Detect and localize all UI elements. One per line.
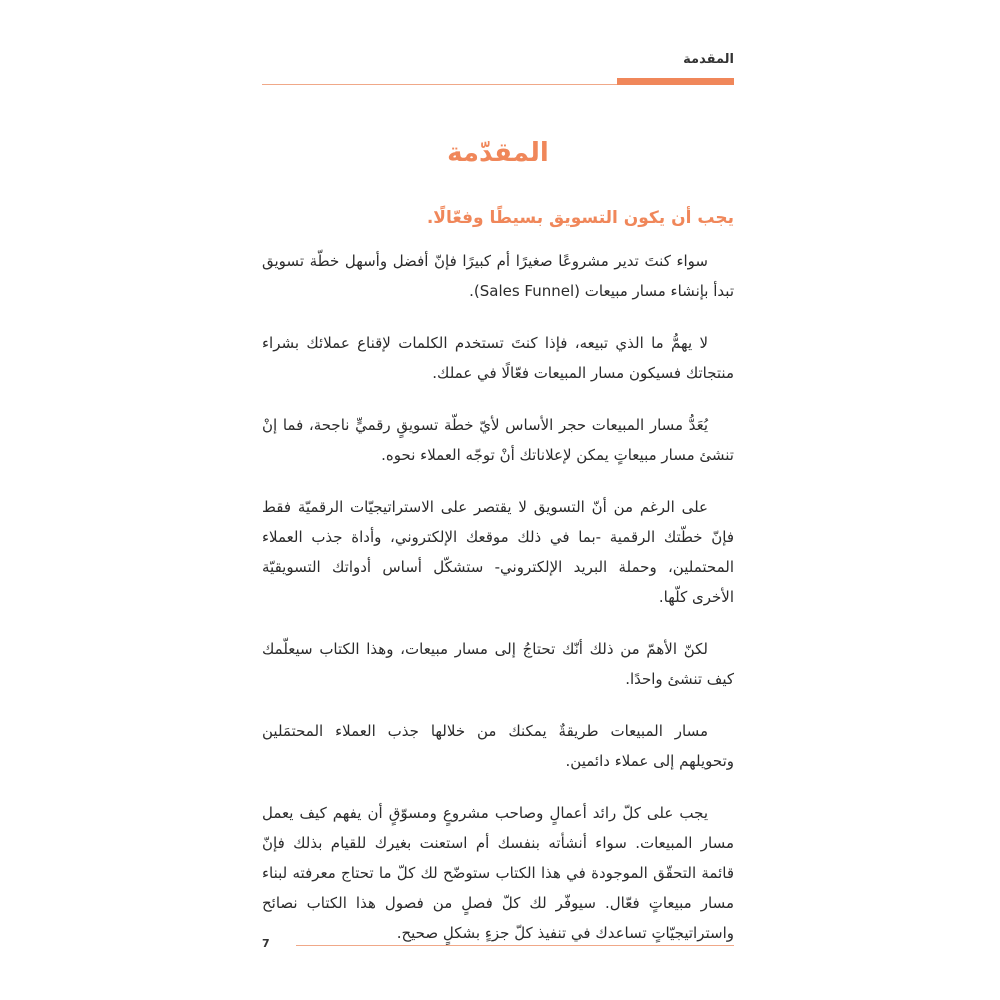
- page-number: 7: [262, 937, 270, 950]
- paragraph: يجب على كلّ رائد أعمالٍ وصاحب مشروعٍ ومسوّقٍ أن يفهم كيف يعمل مسار المبيعات. سواء أنشأته بنفسك أم استعنت بغيرك للقيام بذلك فإنّ قائمة التحقّق الموجودة في هذا الكتاب ستوضّح لك كلّ ما تحتاج معرفته لبناء مسار مبيعاتٍ فعّال. سيوفّر لك كلّ فصلٍ من فصول هذا الكتاب نصائح واستراتيجيّاتٍ تساعدك في تنفيذ كلّ جزءٍ بشكلٍ صحيح.: [262, 804, 734, 942]
- paragraph: مسار المبيعات طريقةٌ يمكنك من خلالها جذب العملاء المحتمَلين وتحويلهم إلى عملاء دائمين.: [262, 722, 734, 770]
- body-text: [262, 246, 734, 970]
- paragraph: يُعَدُّ مسار المبيعات حجر الأساس لأيّ خطّة تسويقٍ رقميٍّ ناجحة، فما إنْ تنشئ مسار مبيعاتٍ يمكن لإعلاناتك أنْ توجّه العملاء نحوه.: [262, 416, 734, 464]
- running-header-title: المقدمة: [683, 52, 734, 67]
- book-page: [262, 0, 734, 1000]
- paragraph: لا يهمُّ ما الذي تبيعه، فإذا كنتَ تستخدم الكلمات لإقناع عملائك بشراء منتجاتك فسيكون مسار المبيعات فعّالًا في عملك.: [262, 334, 734, 382]
- paragraph: لكنّ الأهمّ من ذلك أنّك تحتاجُ إلى مسار مبيعات، وهذا الكتاب سيعلّمك كيف تنشئ واحدًا.: [262, 640, 734, 688]
- paragraph: سواء كنتَ تدير مشروعًا صغيرًا أم كبيرًا فإنّ أفضل وأسهل خطّة تسويق تبدأ بإنشاء مسار مبيعات (Sales Funnel).: [262, 252, 734, 300]
- header-accent-bar: [617, 78, 734, 85]
- footer-rule: [296, 945, 734, 946]
- paragraph: على الرغم من أنّ التسويق لا يقتصر على الاستراتيجيّات الرقميّة فقط فإنّ خطّتك الرقمية -بما في ذلك موقعك الإلكتروني، وأداة جذب العملاء المحتملين، وحملة البريد الإلكتروني- ستشكّل أساس أدواتك التسويقيّة الأخرى كلّها.: [262, 498, 734, 606]
- chapter-title: المقدّمة: [447, 138, 549, 168]
- chapter-subtitle: يجب أن يكون التسويق بسيطًا وفعّالًا.: [426, 208, 734, 228]
